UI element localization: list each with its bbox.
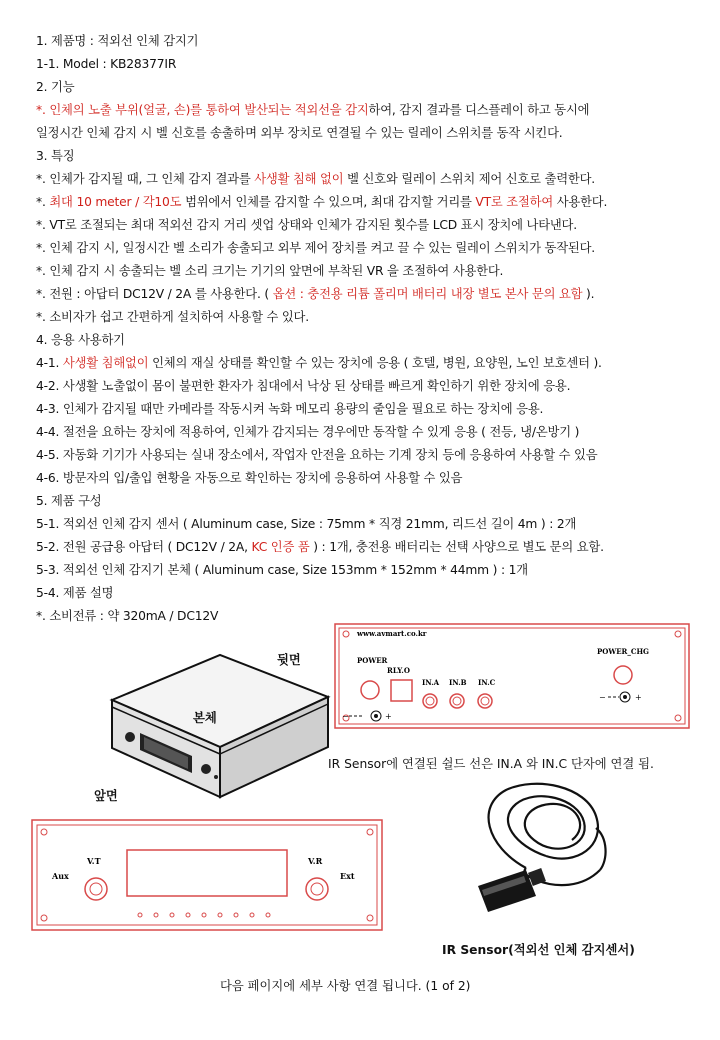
inc-label: IN.C xyxy=(478,678,496,687)
highlight-text: 최대 10 meter / 각10도 xyxy=(49,195,182,209)
text-span: 4-2. 사생활 노출없이 몸이 불편한 환자가 침대에서 낙상 된 상태를 빠르게 확인하기 위한 장치에 응용. xyxy=(36,379,571,393)
text-span: 하여, 감지 결과를 디스플레이 하고 동시에 xyxy=(368,103,590,117)
text-span: 5-2. 전원 공급용 아답터 ( DC12V / 2A, xyxy=(36,540,252,554)
ir-sensor-image xyxy=(466,776,616,926)
text-span: *. 인체 감지 시, 일정시간 벨 소리가 송출되고 외부 제어 장치를 켜고 끌 수 있는 릴레이 스위치가 동작된다. xyxy=(36,241,595,255)
highlight-text: KC 인증 품 xyxy=(251,540,310,554)
text-line xyxy=(36,171,595,187)
text-span: 2. 기능 xyxy=(36,80,75,94)
text-line xyxy=(36,33,198,49)
text-line xyxy=(36,562,528,578)
back-url: www.avmart.co.kr xyxy=(357,629,427,638)
text-span: 5-1. 적외선 인체 감지 센서 ( Aluminum case, Size : 75mm * 직경 21mm, 리드선 길이 4m ) : 2개 xyxy=(36,517,577,531)
text-line xyxy=(36,447,597,463)
text-span: *. VT로 조절되는 최대 적외선 감지 거리 셋업 상태와 인체가 감지된 횟수를 LCD 표시 장치에 나타낸다. xyxy=(36,218,577,232)
rly-label: RLY.O xyxy=(387,666,410,675)
aux-label: Aux xyxy=(52,871,69,881)
text-line xyxy=(36,194,607,210)
highlight-text: 옵션 : 충전용 리튬 폴리머 배터리 내장 별도 본사 문의 요함 xyxy=(272,287,583,301)
sensor-caption: IR Sensor(적외선 인체 감지센서) xyxy=(442,943,635,957)
text-span: 5. 제품 구성 xyxy=(36,494,102,508)
text-line xyxy=(36,401,543,417)
text-line xyxy=(36,585,113,601)
text-line xyxy=(36,608,218,624)
highlight-text: *. 인체의 노출 부위(얼굴, 손)를 통하여 발산되는 적외선을 감지 xyxy=(36,103,369,117)
back-label: 뒷면 xyxy=(277,653,301,667)
inb-label: IN.B xyxy=(449,678,467,687)
text-line xyxy=(36,424,579,440)
text-line xyxy=(36,56,176,72)
front-panel-diagram xyxy=(30,818,384,932)
body-label: 본체 xyxy=(193,711,217,725)
vt-label: V.T xyxy=(87,856,101,866)
text-line xyxy=(36,148,74,164)
text-line xyxy=(36,79,74,95)
power-label: POWER xyxy=(357,656,388,665)
text-span: *. xyxy=(36,195,50,209)
text-span: *. 전원 : 아답터 DC12V / 2A 를 사용한다. ( xyxy=(36,287,273,301)
device-illustration xyxy=(100,645,340,805)
text-span: *. 인체 감지 시 송출되는 벨 소리 크기는 기기의 앞면에 부착된 VR 을 조절하여 사용한다. xyxy=(36,264,504,278)
text-line xyxy=(36,470,462,486)
text-line xyxy=(36,332,125,348)
text-span: 4-1. xyxy=(36,356,63,370)
svg-text:+: + xyxy=(635,693,642,702)
text-line xyxy=(36,378,570,394)
text-span: 5-4. 제품 설명 xyxy=(36,586,114,600)
back-panel-diagram xyxy=(333,622,691,730)
text-span: 인체의 재실 상태를 확인할 수 있는 장치에 응용 ( 호텔, 병원, 요양원, 노인 보호센터 ). xyxy=(148,356,602,370)
text-line xyxy=(36,217,577,233)
text-span: *. 소비전류 : 약 320mA / DC12V xyxy=(36,609,219,623)
text-line xyxy=(36,286,594,302)
text-span: 4-6. 방문자의 입/출입 현황을 자동으로 확인하는 장치에 응용하여 사용할 수 있음 xyxy=(36,471,463,485)
text-line xyxy=(36,125,563,141)
device-body-image xyxy=(100,645,340,805)
text-span: *. 소비자가 쉽고 간편하게 설치하여 사용할 수 있다. xyxy=(36,310,309,324)
highlight-text: 사생활 침해 없이 xyxy=(254,172,344,186)
text-span: 3. 특징 xyxy=(36,149,75,163)
text-span: 4. 응용 사용하기 xyxy=(36,333,125,347)
text-span: 일정시간 인체 감지 시 벨 신호를 송출하며 외부 장치로 연결될 수 있는 릴레이 스위치를 동작 시킨다. xyxy=(36,126,563,140)
page-footer: 다음 페이지에 세부 사항 연결 됩니다. (1 of 2) xyxy=(220,979,471,993)
text-span: 범위에서 인체를 감지할 수 있으며, 최대 감지할 거리를 xyxy=(181,195,476,209)
svg-text:−: − xyxy=(342,712,349,721)
text-span: ) : 1개, 충전용 배터리는 선택 사양으로 별도 문의 요함. xyxy=(309,540,604,554)
text-span: ). xyxy=(582,287,595,301)
text-span: 사용한다. xyxy=(553,195,608,209)
ext-label: Ext xyxy=(340,871,355,881)
text-line xyxy=(36,102,589,118)
text-span: 5-3. 적외선 인체 감지기 본체 ( Aluminum case, Size 153mm * 152mm * 44mm ) : 1개 xyxy=(36,563,528,577)
highlight-text: VT로 조절하여 xyxy=(475,195,554,209)
svg-text:+: + xyxy=(385,712,392,721)
text-line xyxy=(36,309,309,325)
text-span: 4-5. 자동화 기기가 사용되는 실내 장소에서, 작업자 안전을 요하는 기계 장치 등에 응용하여 사용할 수 있음 xyxy=(36,448,598,462)
connection-note: IR Sensor에 연결된 쉴드 선은 IN.A 와 IN.C 단자에 연결 됨. xyxy=(328,757,654,771)
text-line xyxy=(36,516,576,532)
text-line xyxy=(36,493,101,509)
text-span: 4-4. 절전을 요하는 장치에 적용하여, 인체가 감지되는 경우에만 동작할 수 있게 응용 ( 전등, 냉/온방기 ) xyxy=(36,425,580,439)
text-span: 1. 제품명 : 적외선 인체 감지기 xyxy=(36,34,199,48)
text-span: 벨 신호와 릴레이 스위치 제어 신호로 출력한다. xyxy=(343,172,595,186)
ina-label: IN.A xyxy=(422,678,440,687)
text-line xyxy=(36,240,595,256)
vr-label: V.R xyxy=(308,856,323,866)
text-line xyxy=(36,539,604,555)
text-span: 4-3. 인체가 감지될 때만 카메라를 작동시켜 녹화 메모리 용량의 줄임을 필요로 하는 장치에 응용. xyxy=(36,402,544,416)
power-chg-label: POWER_CHG xyxy=(597,647,650,656)
front-label: 앞면 xyxy=(94,789,118,803)
text-line xyxy=(36,355,602,371)
text-span: 1-1. Model : KB28377IR xyxy=(36,57,177,71)
text-line xyxy=(36,263,503,279)
highlight-text: 사생활 침해없이 xyxy=(62,356,149,370)
text-span: *. 인체가 감지될 때, 그 인체 감지 결과를 xyxy=(36,172,255,186)
svg-text:−: − xyxy=(599,693,606,702)
